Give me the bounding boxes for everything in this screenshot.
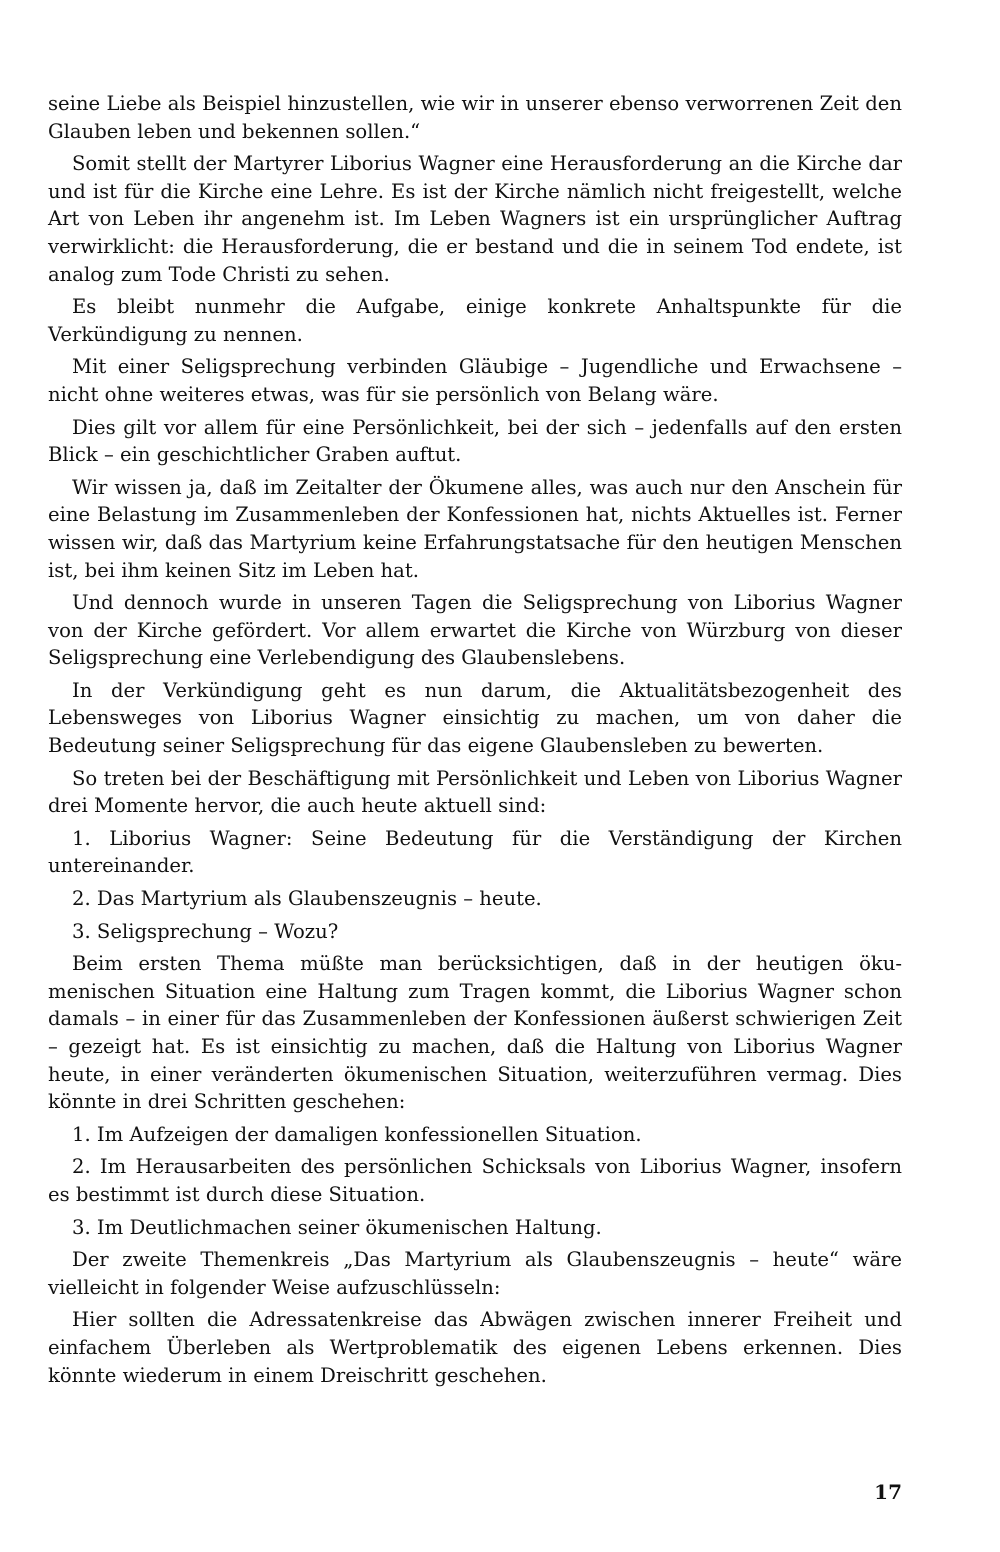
paragraph-11: Der zweite Themenkreis „Das Martyrium als Glaubenszeugnis – heute“ wäre vielleicht in folgender Weise aufzuschlüsseln: [48, 1248, 902, 1299]
list-item-2: 2. Das Martyrium als Glaubenszeugnis – heute. [72, 887, 542, 911]
paragraph-2: Somit stellt der Martyrer Liborius Wagner eine Herausforderung an die Kirche dar und ist für die Kirche eine Lehre. Es ist der Kirche nämlich nicht freigestellt, welche Art von Leben ihr angenehm ist. Im Leben Wagners ist ein ursprünglicher Auftrag verwirklicht: die Herausforderung, die er bestand und die in seinem Tod endete, ist analog zum Tode Christi zu sehen. [48, 152, 902, 286]
list-item-3: 3. Seligsprechung – Wozu? [72, 919, 339, 943]
paragraph-10: Beim ersten Thema müßte man berücksichtigen, daß in der heutigen ökumenischen Situation eine Haltung zum Tragen kommt, die Liborius Wagner schon damals – in einer für das Zusammenleben der Konfessionen äußerst schwierigen Zeit – gezeigt hat. Es ist einsichtig zu machen, daß die Haltung von Liborius Wagner heute, in einer veränderten ökumenischen Situation, weiterzuführen vermag. Dies könnte in drei Schritten geschehen: [48, 952, 902, 1114]
page-body [48, 90, 902, 1394]
paragraph-3: Es bleibt nunmehr die Aufgabe, einige konkrete Anhaltspunkte für die Verkündigung zu nennen. [48, 295, 902, 346]
paragraph-12: Hier sollten die Adressatenkreise das Abwägen zwischen innerer Freiheit und einfachem Überleben als Wertproblematik des eigenen Lebens erkennen. Dies könnte wiederum in einem Dreischritt geschehen. [48, 1308, 902, 1387]
paragraph-6: Wir wissen ja, daß im Zeitalter der Ökumene alles, was auch nur den Anschein für eine Belastung im Zusammenleben der Konfessionen hat, nichts Aktuelles ist. Ferner wissen wir, daß das Martyrium keine Erfahrungstatsache für den heutigen Menschen ist, bei ihm keinen Sitz im Leben hat. [48, 475, 902, 582]
step-item-3: 3. Im Deutlichmachen seiner ökumenischen Haltung. [72, 1215, 602, 1239]
step-item-1: 1. Im Aufzeigen der damaligen konfessionellen Situation. [72, 1122, 642, 1146]
paragraph-1: seine Liebe als Beispiel hinzustellen, wie wir in unserer ebenso verworrenen Zeit den Glauben leben und bekennen sollen.“ [48, 92, 902, 143]
paragraph-8: In der Verkündigung geht es nun darum, die Aktualitätsbezogenheit des Lebensweges von Liborius Wagner einsichtig zu machen, um von daher die Bedeutung seiner Seligsprechung für das eigene Glaubensleben zu bewerten. [48, 678, 902, 758]
paragraph-9: So treten bei der Beschäftigung mit Persönlichkeit und Leben von Liborius Wagner drei Momente hervor, die auch heute aktuell sind: [48, 766, 902, 818]
paragraph-4: Mit einer Seligsprechung verbinden Gläubige – Jugendliche und Erwachsene – nicht ohne weiteres etwas, was für sie persönlich von Belang wäre. [48, 355, 902, 406]
step-item-2: 2. Im Herausarbeiten des persönlichen Schicksals von Liborius Wagner, insofern es bestimmt ist durch diese Situation. [48, 1155, 902, 1206]
page-number: 17 [874, 1480, 902, 1504]
paragraph-5: Dies gilt vor allem für eine Persönlichkeit, bei der sich – jedenfalls auf den ersten Blick – ein geschichtlicher Graben auftut. [48, 415, 902, 467]
list-item-1: 1. Liborius Wagner: Seine Bedeutung für die Verständigung der Kirchen untereinander. [48, 826, 902, 878]
paragraph-7: Und dennoch wurde in unseren Tagen die Seligsprechung von Liborius Wagner von der Kirche gefördert. Vor allem erwartet die Kirche von Würzburg von dieser Seligsprechung eine Verlebendigung des Glaubenslebens. [48, 591, 902, 670]
